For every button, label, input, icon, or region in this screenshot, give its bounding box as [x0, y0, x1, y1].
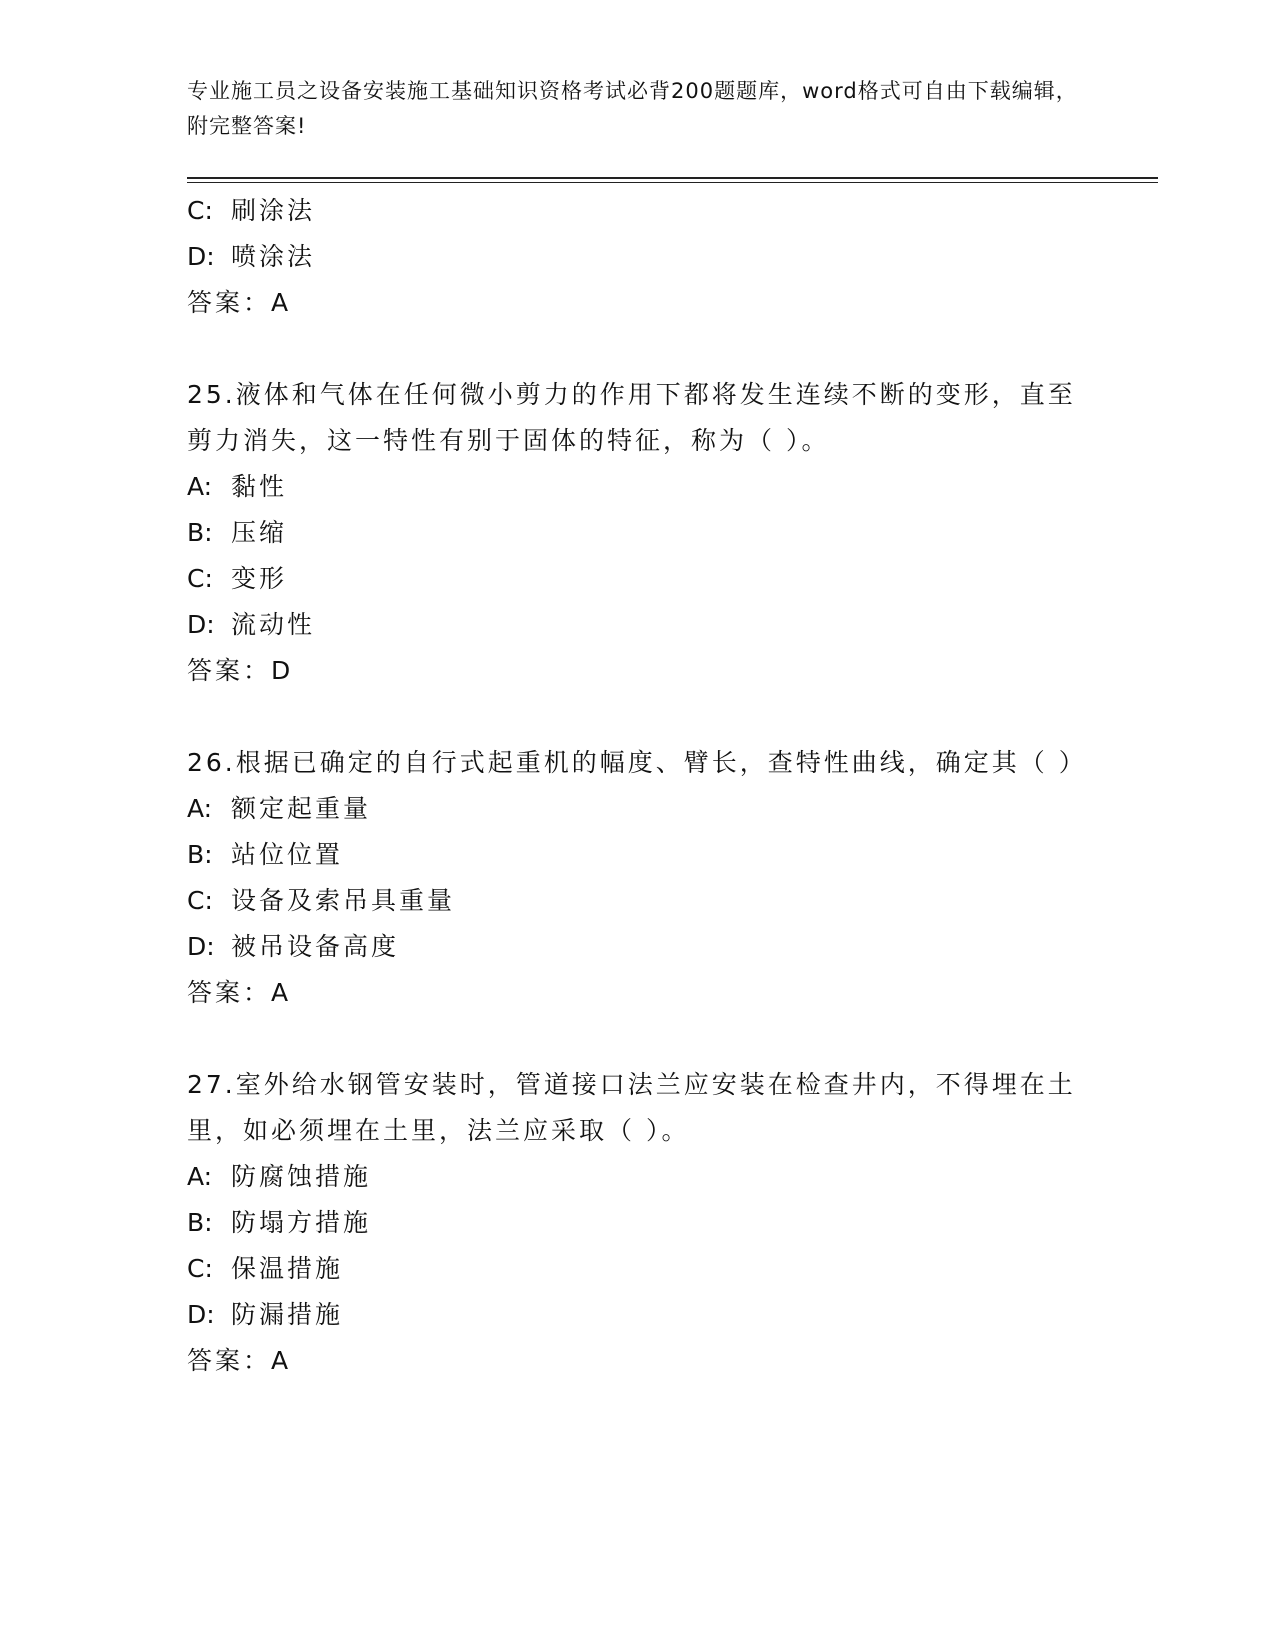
- option-text: 刷涂法: [231, 196, 316, 225]
- option-b: [187, 1200, 1087, 1246]
- option-a: [187, 786, 1087, 832]
- option-c: [187, 556, 1087, 602]
- option-text: 额定起重量: [231, 794, 372, 823]
- option-label: C:: [187, 564, 213, 593]
- option-label: B:: [187, 840, 213, 869]
- option-a: [187, 464, 1087, 510]
- option-text: 被吊设备高度: [231, 932, 400, 961]
- answer: 答案：D: [187, 656, 294, 685]
- header-divider: [187, 177, 1158, 183]
- option-text: 站位位置: [231, 840, 344, 869]
- option-a: [187, 1154, 1087, 1200]
- option-text: 流动性: [231, 610, 316, 639]
- option-label: C:: [187, 1254, 213, 1283]
- option-b: [187, 832, 1087, 878]
- document-body: [187, 188, 1087, 1384]
- option-text: 防塌方措施: [231, 1208, 372, 1237]
- option-b: [187, 510, 1087, 556]
- option-label: C:: [187, 196, 213, 225]
- question-25-text: 25.液体和气体在任何微小剪力的作用下都将发生连续不断的变形，直至剪力消失，这一特性有别于固体的特征，称为（ ）。: [187, 380, 1076, 455]
- option-d: [187, 924, 1087, 970]
- option-d: [187, 234, 1087, 280]
- option-label: D:: [187, 932, 215, 961]
- option-text: 变形: [231, 564, 288, 593]
- option-label: D:: [187, 610, 215, 639]
- option-c: [187, 188, 1087, 234]
- option-label: B:: [187, 1208, 213, 1237]
- option-label: A:: [187, 794, 213, 823]
- answer: 答案：A: [187, 288, 292, 317]
- option-label: D:: [187, 1300, 215, 1329]
- option-text: 防腐蚀措施: [231, 1162, 372, 1191]
- option-text: 喷涂法: [231, 242, 316, 271]
- option-text: 压缩: [231, 518, 288, 547]
- question-26-text: 26.根据已确定的自行式起重机的幅度、臂长，查特性曲线，确定其（ ）: [187, 748, 1087, 777]
- option-d: [187, 602, 1087, 648]
- option-label: A:: [187, 472, 213, 501]
- option-c: [187, 1246, 1087, 1292]
- option-text: 黏性: [231, 472, 288, 501]
- option-label: D:: [187, 242, 215, 271]
- answer: 答案：A: [187, 978, 292, 1007]
- option-label: C:: [187, 886, 213, 915]
- answer: 答案：A: [187, 1346, 292, 1375]
- option-label: B:: [187, 518, 213, 547]
- option-text: 保温措施: [231, 1254, 344, 1283]
- option-c: [187, 878, 1087, 924]
- page-header: 专业施工员之设备安装施工基础知识资格考试必背200题题库，word格式可自由下载编辑，附完整答案!: [187, 79, 1078, 138]
- question-27-text: 27.室外给水钢管安装时，管道接口法兰应安装在检查井内，不得埋在土里，如必须埋在土里，法兰应采取（ ）。: [187, 1070, 1076, 1145]
- option-text: 设备及索吊具重量: [231, 886, 456, 915]
- option-label: A:: [187, 1162, 213, 1191]
- option-d: [187, 1292, 1087, 1338]
- option-text: 防漏措施: [231, 1300, 344, 1329]
